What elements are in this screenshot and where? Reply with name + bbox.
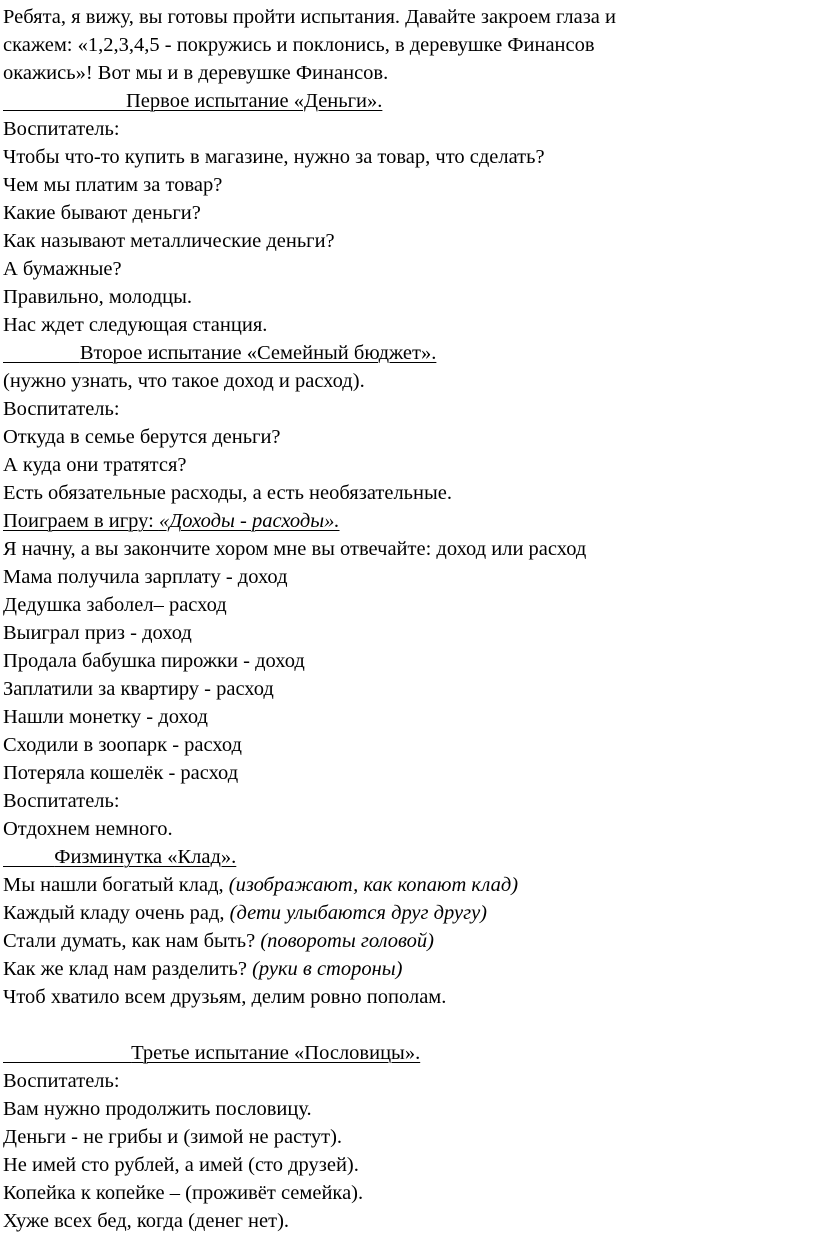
text-line: Нашли монетку - доход [3,706,208,728]
text-line: Чем мы платим за товар? [3,174,223,196]
text-line: Сходили в зоопарк - расход [3,734,242,756]
text-line: А бумажные? [3,258,122,280]
text-line: Копейка к копейке – (проживёт семейка). [3,1182,364,1204]
text-line: Продала бабушка пирожки - доход [3,650,305,672]
text-line: Есть обязательные расходы, а есть необязательные. [3,482,452,504]
section-heading-fizminutka: Физминутка «Клад». [54,846,237,868]
text-line: Воспитатель: [3,1070,120,1092]
text-line: Мама получила зарплату - доход [3,566,288,588]
game-name: «Доходы - расходы». [158,510,340,532]
text-line: Выиграл приз - доход [3,622,192,644]
rhyme-line: Как же клад нам разделить? (руки в стороны) [3,958,403,980]
text-line: Дедушка заболел– расход [3,594,227,616]
rhyme-line: Чтоб хватило всем друзьям, делим ровно пополам. [3,986,447,1008]
text-line: Отдохнем немного. [3,818,173,840]
rhyme-line: Каждый кладу очень рад, (дети улыбаются друг другу) [3,902,488,924]
text-line: Воспитатель: [3,118,120,140]
text-line: Я начну, а вы закончите хором мне вы отвечайте: доход или расход [3,538,587,560]
text-line: Хуже всех бед, когда (денег нет). [3,1210,290,1232]
intro-line: окажись»! Вот мы и в деревушке Финансов. [3,62,389,84]
action-note: (изображают, как копают клад) [228,874,519,896]
action-note: (повороты головой) [260,930,434,952]
section-heading-first-test: Первое испытание «Деньги». [126,90,383,112]
text-line: Вам нужно продолжить пословицу. [3,1098,312,1120]
action-note: (дети улыбаются друг другу) [229,902,488,924]
text-line: Как называют металлические деньги? [3,230,335,252]
section-heading-second-test: Второе испытание «Семейный бюджет». [79,342,437,364]
intro-line: скажем: «1,2,3,4,5 - покружись и поклонись, в деревушке Финансов [3,34,595,56]
text-line: Деньги - не грибы и (зимой не растут). [3,1126,343,1148]
game-label: Поиграем в игру: [3,510,159,532]
text-line: Чтобы что-то купить в магазине, нужно за товар, что сделать? [3,146,545,168]
game-heading [3,507,816,535]
text-line: Потеряла кошелёк - расход [3,762,239,784]
intro-line: Ребята, я вижу, вы готовы пройти испытания. Давайте закроем глаза и [3,6,616,28]
text-line: Воспитатель: [3,790,120,812]
text-line: (нужно узнать, что такое доход и расход). [3,370,365,392]
text-line: Какие бывают деньги? [3,202,201,224]
rhyme-line: Мы нашли богатый клад, (изображают, как копают клад) [3,874,519,896]
text-line: Правильно, молодцы. [3,286,192,308]
text-line: Не имей сто рублей, а имей (сто друзей). [3,1154,359,1176]
text-line: А куда они тратятся? [3,454,187,476]
text-line: Заплатили за квартиру - расход [3,678,274,700]
text-line: Воспитатель: [3,398,120,420]
blank-line [3,1011,816,1039]
text-line: Откуда в семье берутся деньги? [3,426,281,448]
action-note: (руки в стороны) [252,958,403,980]
section-heading-third-test: Третье испытание «Пословицы». [131,1042,421,1064]
rhyme-line: Стали думать, как нам быть? (повороты головой) [3,930,434,952]
text-line: Нас ждет следующая станция. [3,314,268,336]
